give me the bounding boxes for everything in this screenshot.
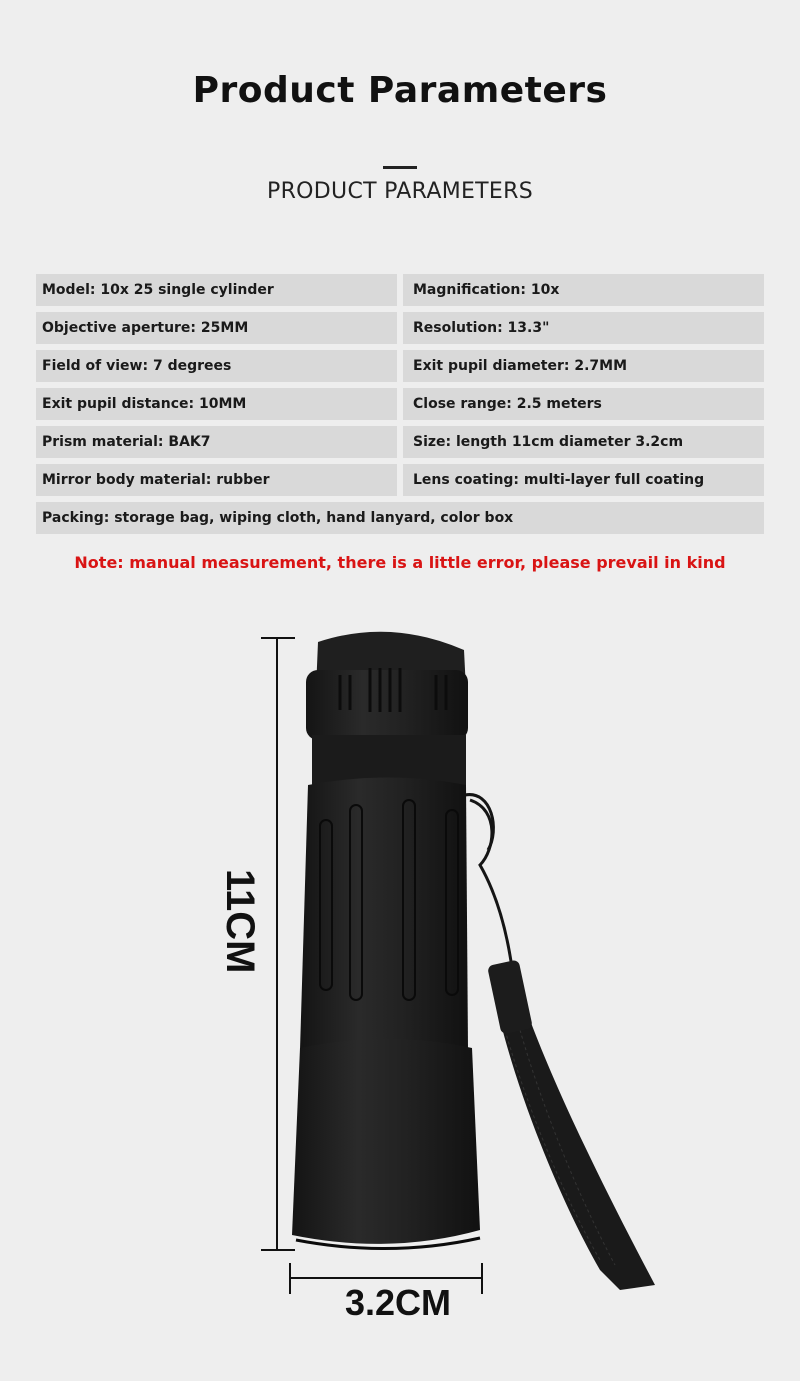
title-divider — [383, 166, 417, 169]
spec-magnification: Magnification: 10x — [403, 274, 764, 306]
spec-lens-coating: Lens coating: multi-layer full coating — [403, 464, 764, 496]
height-dimension-line — [261, 638, 295, 1250]
spec-exit-pupil-diameter: Exit pupil diameter: 2.7MM — [403, 350, 764, 382]
spec-size: Size: length 11cm diameter 3.2cm — [403, 426, 764, 458]
spec-exit-pupil-distance: Exit pupil distance: 10MM — [36, 388, 397, 420]
spec-prism-material: Prism material: BAK7 — [36, 426, 397, 458]
spec-resolution: Resolution: 13.3" — [403, 312, 764, 344]
spec-close-range: Close range: 2.5 meters — [403, 388, 764, 420]
spec-objective-aperture: Objective aperture: 25MM — [36, 312, 397, 344]
monocular-body — [292, 632, 480, 1249]
measurement-note: Note: manual measurement, there is a little error, please prevail in kind — [74, 553, 726, 572]
page-title: Product Parameters — [192, 70, 608, 111]
spec-mirror-body-material: Mirror body material: rubber — [36, 464, 397, 496]
width-dimension-label: 3.2CM — [344, 1282, 452, 1323]
page-subtitle: PRODUCT PARAMETERS — [267, 179, 533, 204]
spec-field-of-view: Field of view: 7 degrees — [36, 350, 397, 382]
height-dimension-label: 11CM — [218, 869, 262, 974]
monocular-product-illustration — [0, 620, 800, 1340]
lanyard-strap — [465, 795, 655, 1290]
spec-packing: Packing: storage bag, wiping cloth, hand lanyard, color box — [36, 502, 764, 534]
spec-model: Model: 10x 25 single cylinder — [36, 274, 397, 306]
